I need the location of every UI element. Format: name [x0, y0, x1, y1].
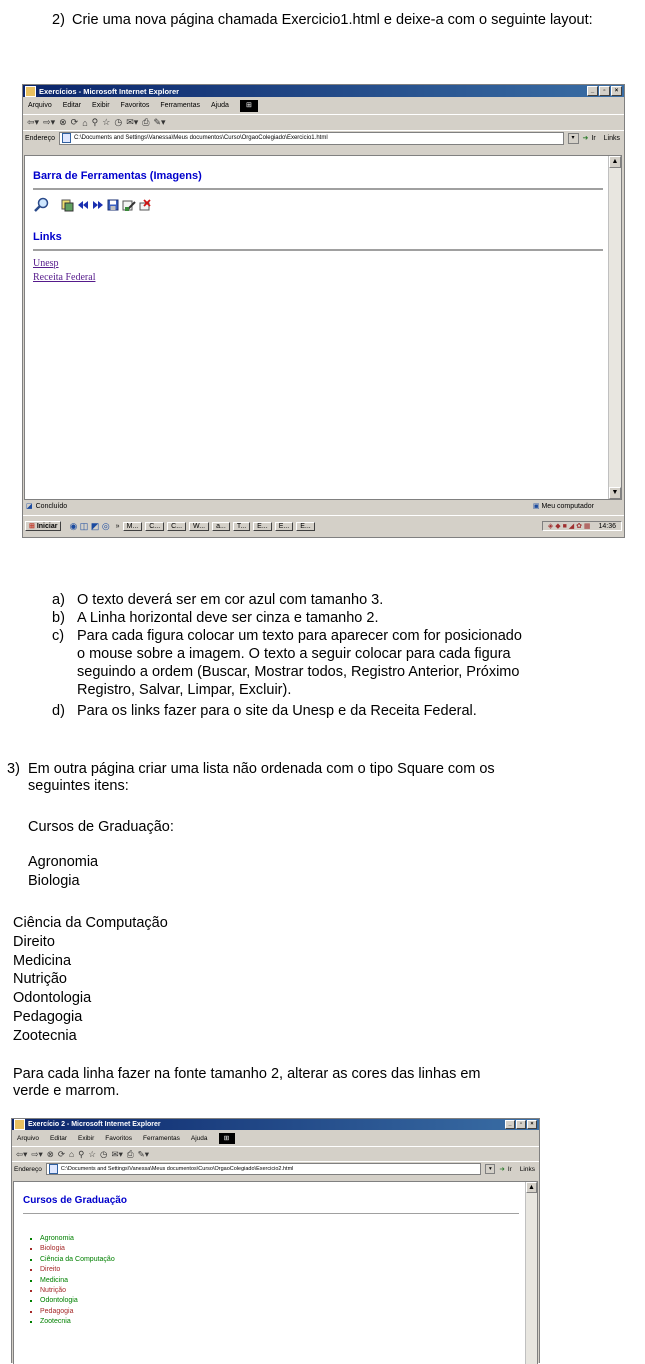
q3-item-direito: Direito — [13, 934, 55, 950]
menu-ajuda[interactable]: Ajuda — [211, 102, 229, 109]
q2-item-d-text: Para os links fazer para o site da Unesp e da Receita Federal. — [77, 703, 477, 719]
course-list — [14, 1234, 115, 1328]
course-list-item: ▪ Direito — [40, 1265, 115, 1275]
menu-bar — [12, 1131, 539, 1145]
address-label: Endereço — [14, 1165, 42, 1173]
refresh-icon[interactable]: ⟳ — [70, 117, 79, 127]
history-icon[interactable]: ◷ — [100, 1148, 108, 1159]
address-dropdown-button[interactable]: ▾ — [485, 1164, 495, 1174]
horizontal-rule — [23, 1213, 519, 1214]
course-list-item: ▪ Zootecnia — [40, 1317, 115, 1327]
computer-icon: ▣ — [532, 503, 540, 510]
menu-ajuda[interactable]: Ajuda — [190, 1134, 208, 1142]
address-input[interactable] — [59, 132, 564, 145]
menu-favoritos[interactable]: Favoritos — [120, 102, 150, 109]
windows-logo-icon: ⊞ — [240, 100, 258, 112]
go-label[interactable]: Ir — [507, 1165, 512, 1173]
q3-instruction-1: Para cada linha fazer na fonte tamanho 2, alterar as cores das linhas em — [13, 1066, 481, 1082]
scroll-up-button[interactable]: ▲ — [609, 156, 621, 168]
heading-toolbar: Barra de Ferramentas (Imagens) — [33, 170, 202, 182]
q3-item-pedagogia: Pedagogia — [13, 1009, 83, 1025]
q2-item-c-line-3: seguindo a ordem (Buscar, Mostrar todos, Registro Anterior, Próximo — [77, 664, 520, 680]
q3-instruction-2: verde e marrom. — [13, 1083, 120, 1099]
address-value: C:\Documents and Settings\Vanessa\Meus documentos\Curso\OrgaoColegiado\Exercicio1.html — [73, 135, 328, 141]
image-toolbar — [33, 197, 151, 213]
q3-item-medicina: Medicina — [13, 953, 72, 969]
ie-window-exercicios — [22, 84, 625, 538]
address-value: C:\Documents and Settings\Vanessa\Meus documentos\Curso\OrgaoColegiado\Exercicio2.html — [60, 1166, 294, 1172]
menu-favoritos[interactable]: Favoritos — [105, 1134, 133, 1142]
system-tray — [542, 521, 622, 531]
stop-icon[interactable]: ⊗ — [46, 1148, 54, 1159]
go-label[interactable]: Ir — [591, 134, 596, 142]
course-list-item: ▪ Nutrição — [40, 1286, 115, 1296]
task-button-7[interactable]: E... — [253, 522, 272, 531]
q2-item-c-line-4: Registro, Salvar, Limpar, Excluir). — [77, 682, 292, 698]
q2-item-a-label: a) — [52, 592, 65, 608]
ie-window-exercicio2 — [11, 1118, 540, 1363]
go-icon[interactable]: ➜ — [499, 1166, 505, 1173]
q2-item-a-text: O texto deverá ser em cor azul com tamanho 3. — [77, 592, 384, 608]
menu-editar[interactable]: Editar — [62, 102, 82, 109]
q3-item-nutricao: Nutrição — [13, 971, 67, 987]
save-icon[interactable] — [107, 199, 119, 211]
ie-page-icon — [14, 1119, 25, 1130]
q2-item-c-line-2: o mouse sobre a imagem. O texto a seguir colocar para cada figura — [77, 646, 511, 662]
standard-toolbar — [23, 114, 624, 130]
menu-exibir[interactable]: Exibir — [92, 102, 110, 109]
q2-item-b-label: b) — [52, 610, 65, 626]
clock: 14:36 — [598, 523, 616, 530]
history-icon[interactable]: ◷ — [114, 117, 123, 127]
stop-icon[interactable]: ⊗ — [59, 117, 67, 127]
page-content — [24, 155, 622, 500]
q3-line-1: Em outra página criar uma lista não ordenada com o tipo Square com os — [28, 761, 495, 777]
window-title: Exercícios - Microsoft Internet Explorer — [39, 86, 180, 96]
task-button-2[interactable]: C... — [145, 522, 164, 531]
minimize-button[interactable]: _ — [505, 1120, 515, 1129]
task-button-3[interactable]: C... — [167, 522, 186, 531]
refresh-icon[interactable]: ⟳ — [57, 1148, 66, 1159]
q3-item-biologia: Biologia — [28, 873, 80, 889]
taskbar — [23, 515, 624, 536]
link-receita-federal[interactable]: Receita Federal — [33, 272, 96, 283]
tray-icons[interactable]: ◈ ◆ ■ ◢ ✿ ▦ — [547, 523, 591, 530]
delete-icon[interactable] — [139, 199, 151, 211]
task-button-8[interactable]: E... — [275, 522, 294, 531]
minimize-button[interactable]: _ — [587, 86, 598, 96]
scroll-down-button[interactable]: ▼ — [609, 487, 621, 499]
print-icon[interactable]: ⎙ — [142, 117, 150, 127]
q2-item-c-label: c) — [52, 628, 65, 644]
q2-text: Crie uma nova página chamada Exercicio1.html e deixe-a com o seguinte layout: — [72, 12, 593, 28]
horizontal-rule-links — [33, 249, 603, 251]
q3-line-2: seguintes itens: — [28, 778, 129, 794]
task-button-1[interactable]: M... — [123, 522, 143, 531]
page-icon — [49, 1164, 58, 1174]
previous-icon[interactable] — [77, 200, 89, 210]
course-list-item: ▪ Agronomia — [40, 1234, 115, 1244]
course-list-item: ▪ Medicina — [40, 1276, 115, 1286]
home-icon[interactable]: ⌂ — [82, 117, 88, 128]
q3-item-zootecnia: Zootecnia — [13, 1028, 77, 1044]
q3-item-odontologia: Odontologia — [13, 990, 92, 1006]
menu-ferramentas[interactable]: Ferramentas — [143, 1134, 180, 1142]
search-icon[interactable]: ⚲ — [78, 1148, 85, 1159]
address-bar — [12, 1161, 539, 1176]
q3-heading: Cursos de Graduação: — [28, 819, 174, 835]
scroll-up-button[interactable]: ▲ — [526, 1182, 537, 1193]
windows-logo-icon: ⊞ — [219, 1133, 235, 1144]
favorites-icon[interactable]: ☆ — [102, 117, 111, 127]
course-list-items — [14, 1234, 115, 1328]
windows-flag-icon: ⊞ — [29, 523, 35, 530]
page-icon — [62, 133, 71, 143]
heading-links: Links — [33, 231, 62, 243]
menu-editar[interactable]: Editar — [50, 1134, 68, 1142]
print-icon[interactable]: ⎙ — [126, 1148, 134, 1159]
mail-icon[interactable]: ✉▾ — [111, 1148, 123, 1159]
address-label: Endereço — [25, 134, 55, 142]
heading-cursos: Cursos de Graduação — [23, 1195, 127, 1206]
course-list-item: ▪ Ciência da Computação — [40, 1255, 115, 1265]
chevron-icon[interactable]: » — [115, 522, 120, 530]
close-button[interactable]: × — [527, 1120, 537, 1129]
favorites-icon[interactable]: ☆ — [88, 1148, 97, 1159]
back-icon[interactable]: ⇦▾ — [27, 117, 40, 127]
edit-icon[interactable]: ✎▾ — [153, 117, 166, 127]
forward-icon[interactable]: ⇨▾ — [43, 117, 56, 127]
clear-icon[interactable] — [122, 199, 136, 212]
standard-toolbar — [12, 1146, 539, 1161]
q2-item-d-label: d) — [52, 703, 65, 719]
q3-item-ciencia: Ciência da Computação — [13, 915, 168, 931]
mail-icon[interactable]: ✉▾ — [126, 117, 139, 127]
menu-arquivo[interactable]: Arquivo — [28, 102, 52, 109]
links-toolbar-label[interactable]: Links — [603, 134, 620, 142]
q2-item-c-line-1: Para cada figura colocar um texto para aparecer com for posicionado — [77, 628, 522, 644]
start-button[interactable] — [25, 521, 61, 531]
link-unesp[interactable]: Unesp — [33, 258, 59, 269]
q2-item-b-text: A Linha horizontal deve ser cinza e tamanho 2. — [77, 610, 379, 626]
quick-launch-icons[interactable]: ◉ ◫ ◩ ◎ — [69, 520, 110, 531]
q3-number: 3) — [7, 761, 20, 777]
status-bar — [23, 500, 624, 512]
search-icon[interactable]: ⚲ — [91, 117, 99, 127]
maximize-button[interactable]: ▫ — [599, 86, 610, 96]
vertical-scrollbar[interactable] — [608, 156, 621, 499]
window-titlebar[interactable] — [12, 1119, 539, 1130]
home-icon[interactable]: ⌂ — [69, 1149, 75, 1159]
task-button-4[interactable]: W... — [189, 522, 209, 531]
ie-page-icon — [25, 86, 36, 97]
search-icon[interactable] — [33, 197, 49, 213]
course-list-item: ▪ Pedagogia — [40, 1307, 115, 1317]
start-label: Iniciar — [36, 523, 58, 530]
address-dropdown-button[interactable]: ▾ — [568, 133, 579, 144]
links-toolbar-label[interactable]: Links — [519, 1165, 535, 1173]
edit-icon[interactable]: ✎▾ — [137, 1148, 150, 1159]
menu-exibir[interactable]: Exibir — [78, 1134, 95, 1142]
window-titlebar[interactable] — [23, 85, 624, 97]
window-title: Exercício 2 - Microsoft Internet Explorer — [28, 1121, 161, 1128]
course-list-item: ▪ Biologia — [40, 1244, 115, 1254]
menu-ferramentas[interactable]: Ferramentas — [160, 102, 201, 109]
q3-item-agronomia: Agronomia — [28, 854, 99, 870]
maximize-button[interactable]: ▫ — [516, 1120, 526, 1129]
page-content — [13, 1181, 538, 1364]
menu-bar — [23, 98, 624, 113]
horizontal-rule — [33, 188, 603, 190]
next-icon[interactable] — [92, 200, 104, 210]
forward-icon[interactable]: ⇨▾ — [31, 1148, 43, 1159]
go-icon[interactable]: ➜ — [582, 135, 589, 142]
course-list-item: ▪ Odontologia — [40, 1296, 115, 1306]
task-button-6[interactable]: T... — [233, 522, 250, 531]
back-icon[interactable]: ⇦▾ — [16, 1148, 28, 1159]
status-zone: Meu computador — [541, 502, 594, 510]
status-text: Concluído — [35, 502, 68, 510]
task-button-9[interactable]: E... — [296, 522, 315, 531]
show-all-icon[interactable] — [61, 199, 74, 212]
done-icon: ◪ — [26, 503, 33, 510]
address-bar — [23, 130, 624, 145]
menu-arquivo[interactable]: Arquivo — [17, 1134, 40, 1142]
address-input[interactable] — [46, 1163, 482, 1175]
close-button[interactable]: × — [611, 86, 622, 96]
q2-number: 2) — [52, 12, 65, 28]
vertical-scrollbar[interactable] — [525, 1182, 537, 1364]
task-button-5[interactable]: a... — [212, 522, 230, 531]
